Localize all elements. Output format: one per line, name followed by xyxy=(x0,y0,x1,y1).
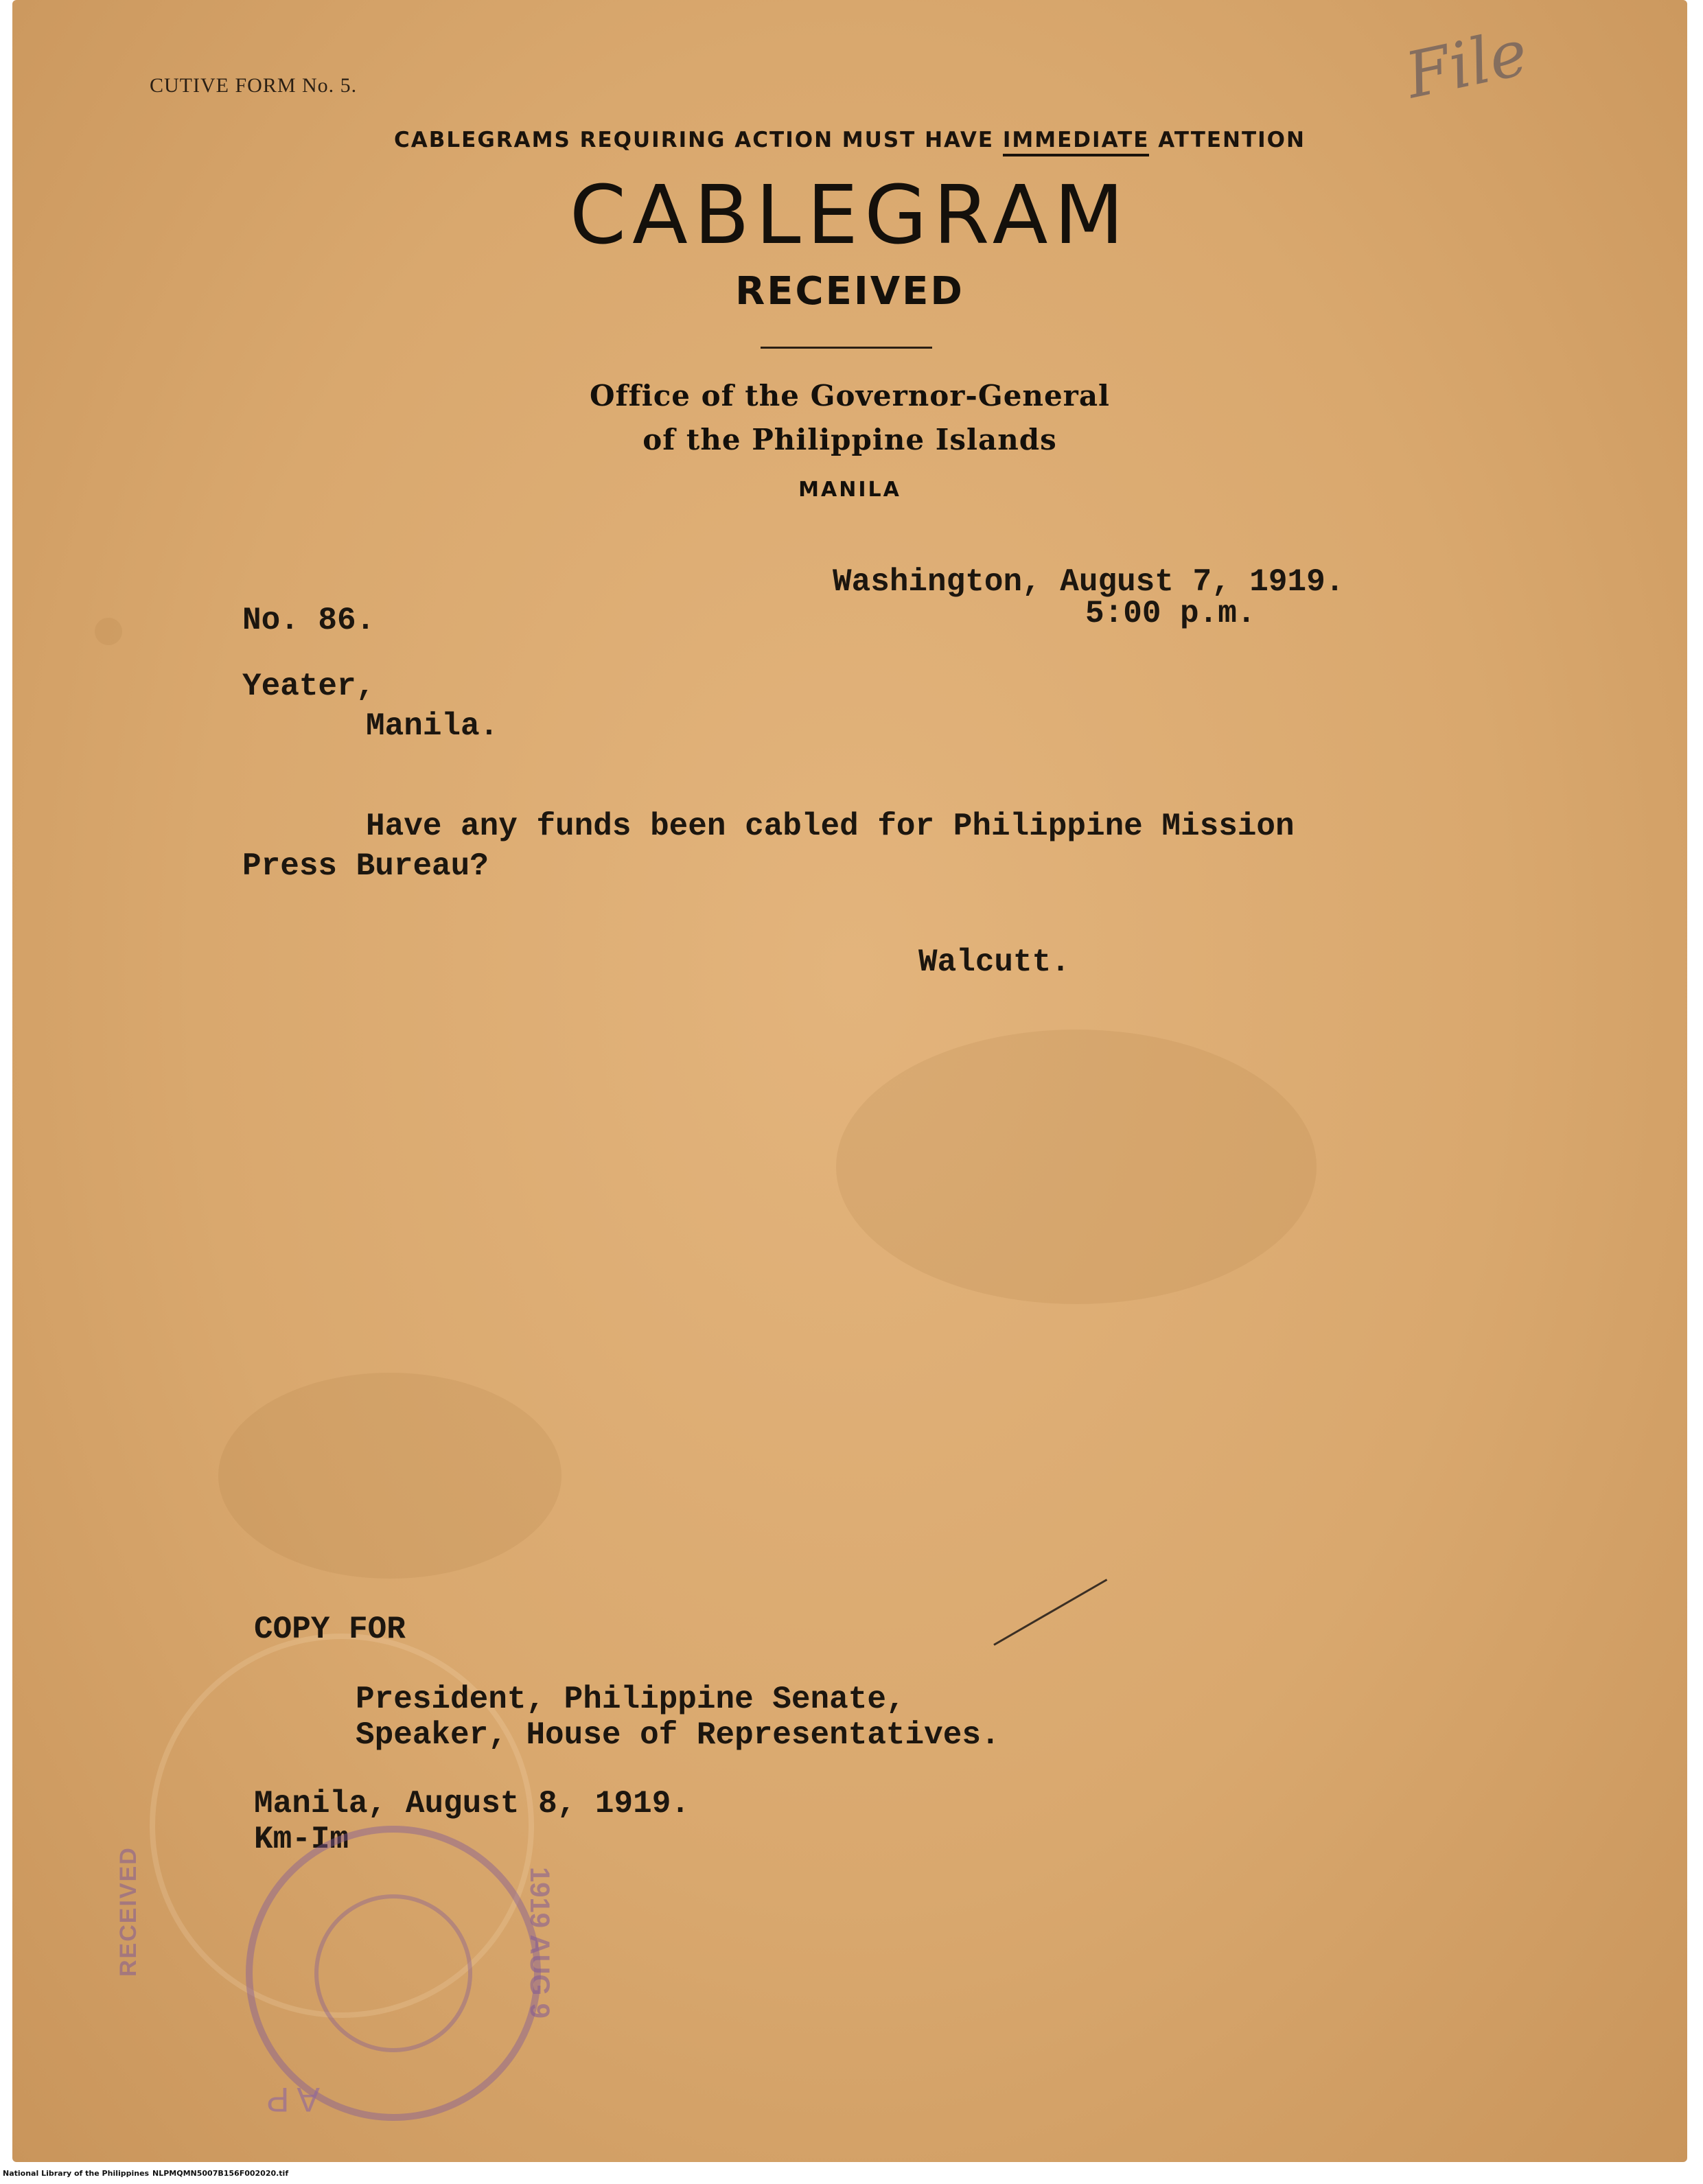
header-tagline xyxy=(12,128,1687,152)
office-line-2: of the Philippine Islands xyxy=(642,423,1057,456)
tagline-after: ATTENTION xyxy=(1149,128,1306,152)
pencil-check-mark xyxy=(993,1579,1107,1646)
typist-initials: Km-Im xyxy=(254,1822,349,1857)
footer-file-id: NLPMQMN5007B156F002020.tif xyxy=(152,2169,289,2178)
paper-stain xyxy=(836,1030,1317,1304)
header-divider xyxy=(761,347,932,349)
handwritten-file-note: File xyxy=(1399,15,1534,113)
stamp-year: 1919 xyxy=(524,1867,555,1928)
copy-recipient-2: Speaker, House of Representatives. xyxy=(356,1717,1000,1753)
tagline-before: CABLEGRAMS REQUIRING ACTION MUST HAVE xyxy=(394,128,1003,152)
stamp-month: AUG xyxy=(524,1934,555,1996)
office-line-1: Office of the Governor-General xyxy=(590,379,1110,413)
message-line-2: Press Bureau? xyxy=(242,848,489,884)
addressee-city: Manila. xyxy=(366,708,499,744)
records-stamp-inner xyxy=(314,1894,472,2052)
stamp-day: 9 xyxy=(524,2003,555,2019)
form-number-label: CUTIVE FORM No. 5. xyxy=(150,74,358,97)
cablegram-sheet xyxy=(12,0,1687,2162)
office-city: MANILA xyxy=(798,478,901,502)
addressee-name: Yeater, xyxy=(242,669,375,704)
origin-line: Washington, August 7, 1919. xyxy=(833,564,1345,600)
stamp-received-label: RECEIVED xyxy=(115,1846,141,1977)
paper-stain xyxy=(218,1373,561,1579)
copy-for-label: COPY FOR xyxy=(254,1612,406,1647)
sender-signature: Walcutt. xyxy=(918,944,1070,980)
bottom-initials: A P xyxy=(266,2080,320,2119)
scan-footer xyxy=(0,2162,1703,2184)
document-subtitle: RECEIVED xyxy=(735,269,964,314)
message-line-1: Have any funds been cabled for Philippine Mission xyxy=(366,809,1295,844)
time-line: 5:00 p.m. xyxy=(1085,596,1256,631)
footer-library: National Library of the Philippines xyxy=(3,2169,150,2178)
document-title: CABLEGRAM xyxy=(569,167,1131,262)
tagline-emphasis: IMMEDIATE xyxy=(1003,128,1150,156)
copy-recipient-1: President, Philippine Senate, xyxy=(356,1682,905,1717)
cable-number: No. 86. xyxy=(242,603,375,638)
copy-date: Manila, August 8, 1919. xyxy=(254,1786,690,1822)
paper-stain xyxy=(95,618,122,645)
stamp-date xyxy=(524,1867,555,2019)
